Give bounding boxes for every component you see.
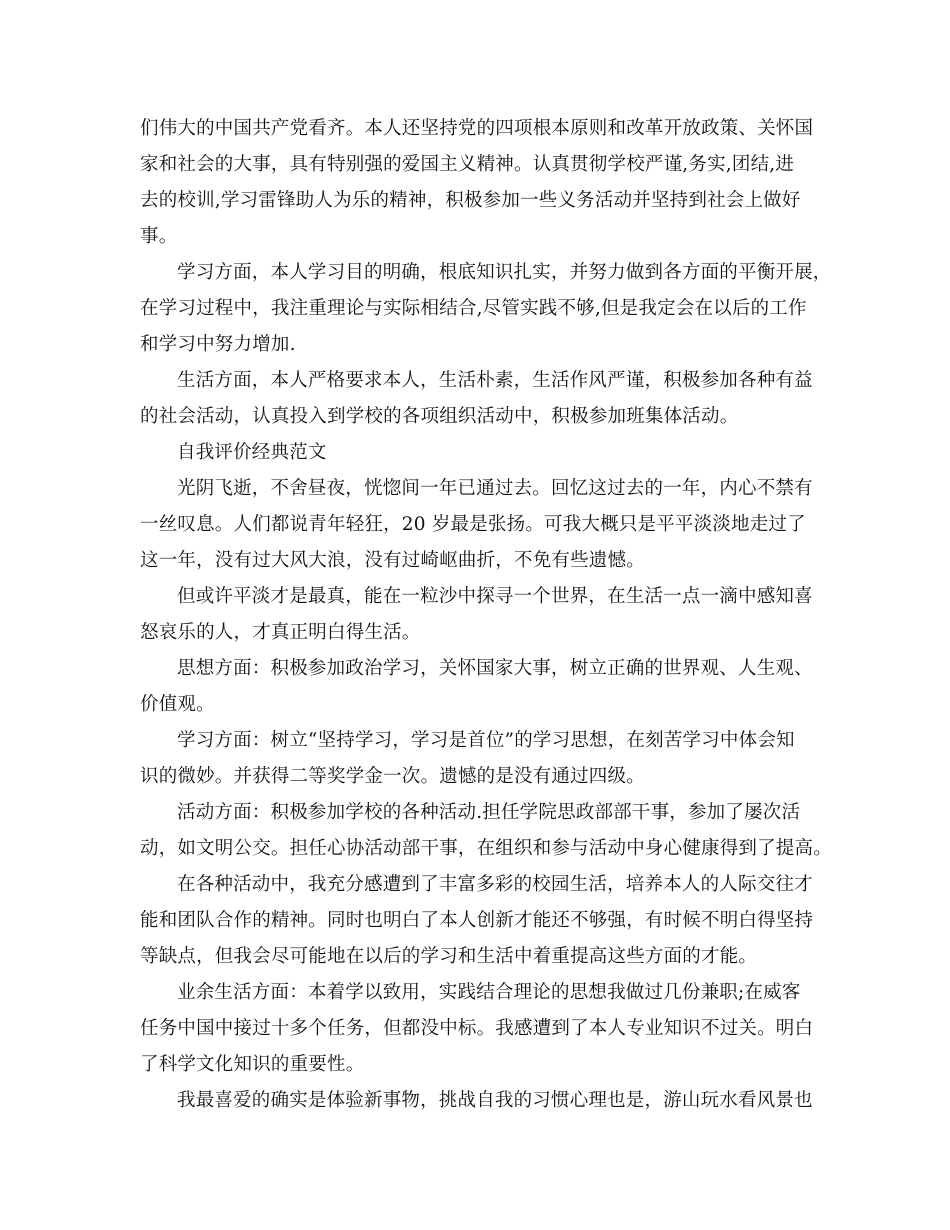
text-line: 任务中国中接过十多个任务，但都没中标。我感遭到了本人专业知识不过关。明白 [140,1018,814,1039]
text-line: 能和团队合作的精神。同时也明白了本人创新才能还不够强，有时候不明白得坚持 [140,910,814,931]
text-line: 一丝叹息。人们都说青年轻狂，20 岁最是张扬。可我大概只是平平淡淡地走过了 [140,514,806,535]
text-line: 事。 [140,226,178,247]
section-heading: 自我评价经典范文 [177,442,327,463]
text-line: 学习方面，本人学习目的明确，根底知识扎实，并努力做到各方面的平衡开展， [177,262,832,283]
text-line: 学习方面：树立“坚持学习，学习是首位”的学习思想，在刻苦学习中体会知 [177,730,795,751]
text-line: 在学习过程中，我注重理论与实际相结合,尽管实践不够,但是我定会在以后的工作 [140,298,807,319]
text-line: 们伟大的中国共产党看齐。本人还坚持党的四项根本原则和改革开放政策、关怀国 [140,118,814,139]
text-line: 价值观。 [140,694,215,715]
text-line: 生活方面，本人严格要求本人，生活朴素，生活作风严谨，积极参加各种有益 [177,370,813,391]
text-line: 动，如文明公交。担任心协活动部干事，在组织和参与活动中身心健康得到了提高。 [140,838,832,859]
text-line: 这一年，没有过大风大浪，没有过崎岖曲折，不免有些遗憾。 [140,550,645,571]
text-line: 等缺点，但我会尽可能地在以后的学习和生活中着重提高这些方面的才能。 [140,946,758,967]
text-line: 了科学文化知识的重要性。 [140,1054,365,1075]
text-line: 和学习中努力增加. [140,334,296,355]
text-line: 业余生活方面：本着学以致用，实践结合理论的思想我做过几份兼职;在威客 [177,982,801,1003]
text-line: 光阴飞逝，不舍昼夜，恍惚间一年已通过去。回忆这过去的一年，内心不禁有 [177,478,813,499]
text-line: 家和社会的大事，具有特别强的爱国主义精神。认真贯彻学校严谨,务实,团结,进 [140,154,795,175]
text-line: 活动方面：积极参加学校的各种活动.担任学院思政部部干事，参加了屡次活 [177,802,801,823]
text-line: 的社会活动，认真投入到学校的各项组织活动中，积极参加班集体活动。 [140,406,739,427]
text-line: 去的校训,学习雷锋助人为乐的精神，积极参加一些义务活动并坚持到社会上做好 [140,190,801,211]
text-line: 思想方面：积极参加政治学习，关怀国家大事，树立正确的世界观、人生观、 [177,658,813,679]
text-line: 我最喜爱的确实是体验新事物，挑战自我的习惯心理也是，游山玩水看风景也 [177,1090,813,1111]
text-line: 在各种活动中，我充分感遭到了丰富多彩的校园生活，培养本人的人际交往才 [177,874,813,895]
text-line: 怒哀乐的人，才真正明白得生活。 [140,622,421,643]
text-line: 识的微妙。并获得二等奖学金一次。遗憾的是没有通过四级。 [140,766,645,787]
text-line: 但或许平淡才是最真，能在一粒沙中探寻一个世界，在生活一点一滴中感知喜 [177,586,813,607]
